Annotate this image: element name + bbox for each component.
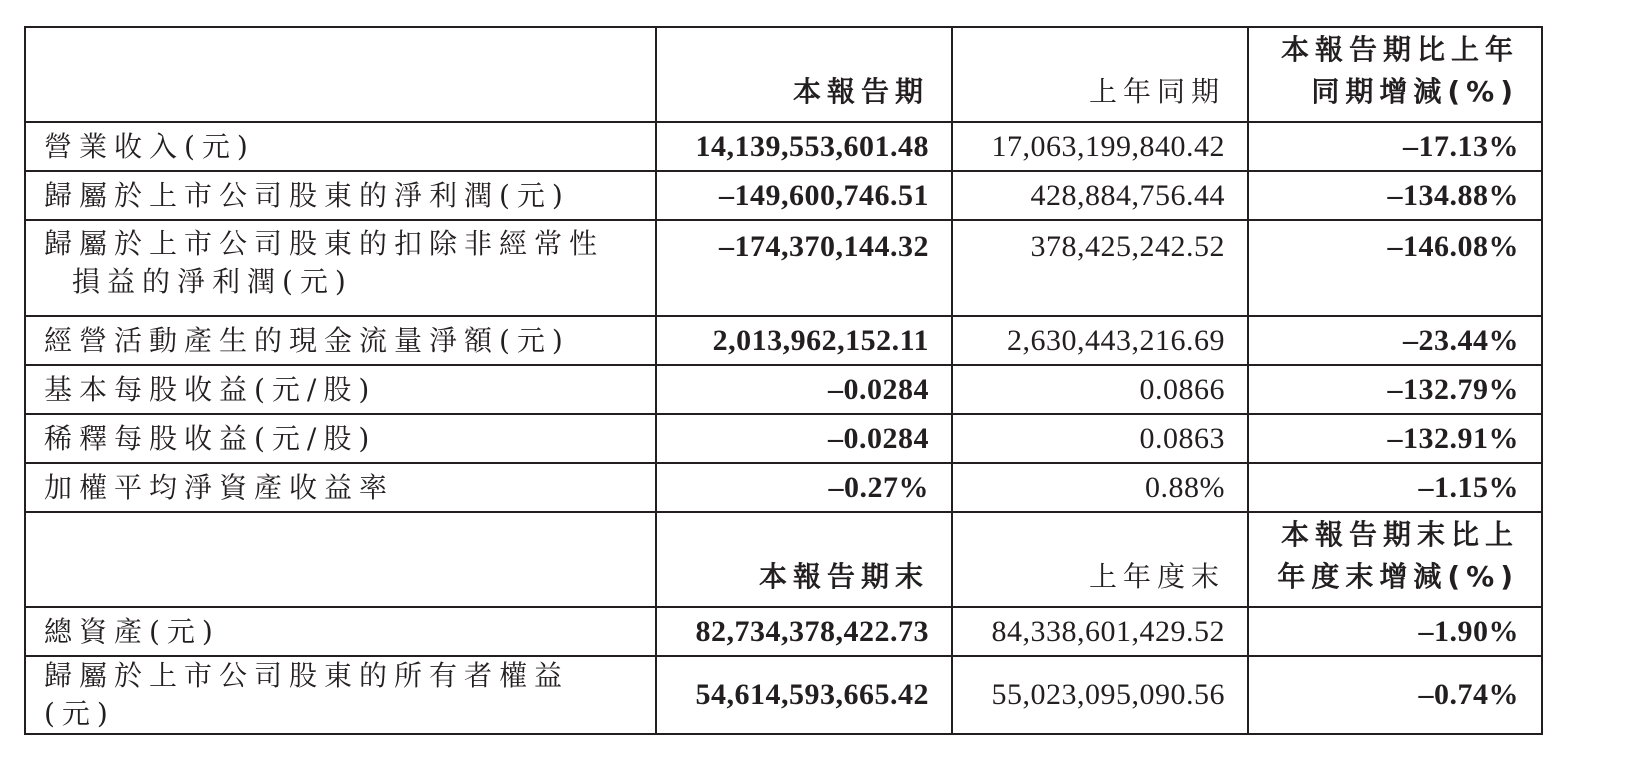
prior-value: 84,338,601,429.52 — [952, 607, 1248, 656]
header-prior-period: 上年同期 — [952, 27, 1248, 122]
header-period-end-change — [1248, 512, 1542, 607]
prior-value: 428,884,756.44 — [952, 171, 1248, 220]
change-value: –134.88% — [1248, 171, 1542, 220]
prior-value: 17,063,199,840.42 — [952, 122, 1248, 171]
table-row — [25, 607, 1542, 656]
row-label-line1: 歸屬於上市公司股東的扣除非經常性 — [44, 227, 605, 260]
row-label-line2: 損益的淨利潤(元) — [72, 265, 353, 298]
current-value: –0.27% — [656, 463, 952, 512]
current-value: 54,614,593,665.42 — [656, 656, 952, 734]
current-value: –149,600,746.51 — [656, 171, 952, 220]
header-period-end-change-line2: 年度末增減(%) — [1277, 560, 1519, 593]
table-header-row — [25, 27, 1542, 122]
row-label: 經營活動產生的現金流量淨額(元) — [25, 316, 656, 365]
header-blank-cell — [25, 27, 656, 122]
prior-value: 2,630,443,216.69 — [952, 316, 1248, 365]
table-row — [25, 316, 1542, 365]
table-row — [25, 656, 1542, 734]
prior-value: 378,425,242.52 — [952, 220, 1248, 316]
current-value: –0.0284 — [656, 414, 952, 463]
table-row — [25, 171, 1542, 220]
prior-value: 0.0863 — [952, 414, 1248, 463]
change-value: –1.90% — [1248, 607, 1542, 656]
current-value: –174,370,144.32 — [656, 220, 952, 316]
prior-value: 0.0866 — [952, 365, 1248, 414]
current-value: 82,734,378,422.73 — [656, 607, 952, 656]
row-label: 營業收入(元) — [25, 122, 656, 171]
row-label: 加權平均淨資產收益率 — [25, 463, 656, 512]
financial-summary-table — [24, 26, 1543, 735]
row-label: 歸屬於上市公司股東的淨利潤(元) — [25, 171, 656, 220]
header-current-period: 本報告期 — [656, 27, 952, 122]
table-row — [25, 220, 1542, 316]
change-value: –132.91% — [1248, 414, 1542, 463]
header-yoy-change-line2: 同期增減(%) — [1311, 75, 1519, 108]
current-value: –0.0284 — [656, 365, 952, 414]
header-period-end-change-line1: 本報告期末比上 — [1280, 518, 1519, 551]
table-row — [25, 122, 1542, 171]
row-label — [25, 220, 656, 316]
row-label: 稀釋每股收益(元/股) — [25, 414, 656, 463]
header-yoy-change-line1: 本報告期比上年 — [1280, 33, 1519, 66]
header-yoy-change — [1248, 27, 1542, 122]
current-value: 14,139,553,601.48 — [656, 122, 952, 171]
change-value: –23.44% — [1248, 316, 1542, 365]
change-value: –132.79% — [1248, 365, 1542, 414]
current-value: 2,013,962,152.11 — [656, 316, 952, 365]
change-value: –0.74% — [1248, 656, 1542, 734]
header-blank-cell — [25, 512, 656, 607]
header-prior-year-end: 上年度末 — [952, 512, 1248, 607]
change-value: –17.13% — [1248, 122, 1542, 171]
row-label: 基本每股收益(元/股) — [25, 365, 656, 414]
change-value: –1.15% — [1248, 463, 1542, 512]
table-row — [25, 414, 1542, 463]
table-row — [25, 463, 1542, 512]
row-label: 歸屬於上市公司股東的所有者權益(元) — [25, 656, 656, 734]
prior-value: 55,023,095,090.56 — [952, 656, 1248, 734]
header-period-end: 本報告期末 — [656, 512, 952, 607]
table-header-row — [25, 512, 1542, 607]
row-label: 總資產(元) — [25, 607, 656, 656]
prior-value: 0.88% — [952, 463, 1248, 512]
table-row — [25, 365, 1542, 414]
change-value: –146.08% — [1248, 220, 1542, 316]
